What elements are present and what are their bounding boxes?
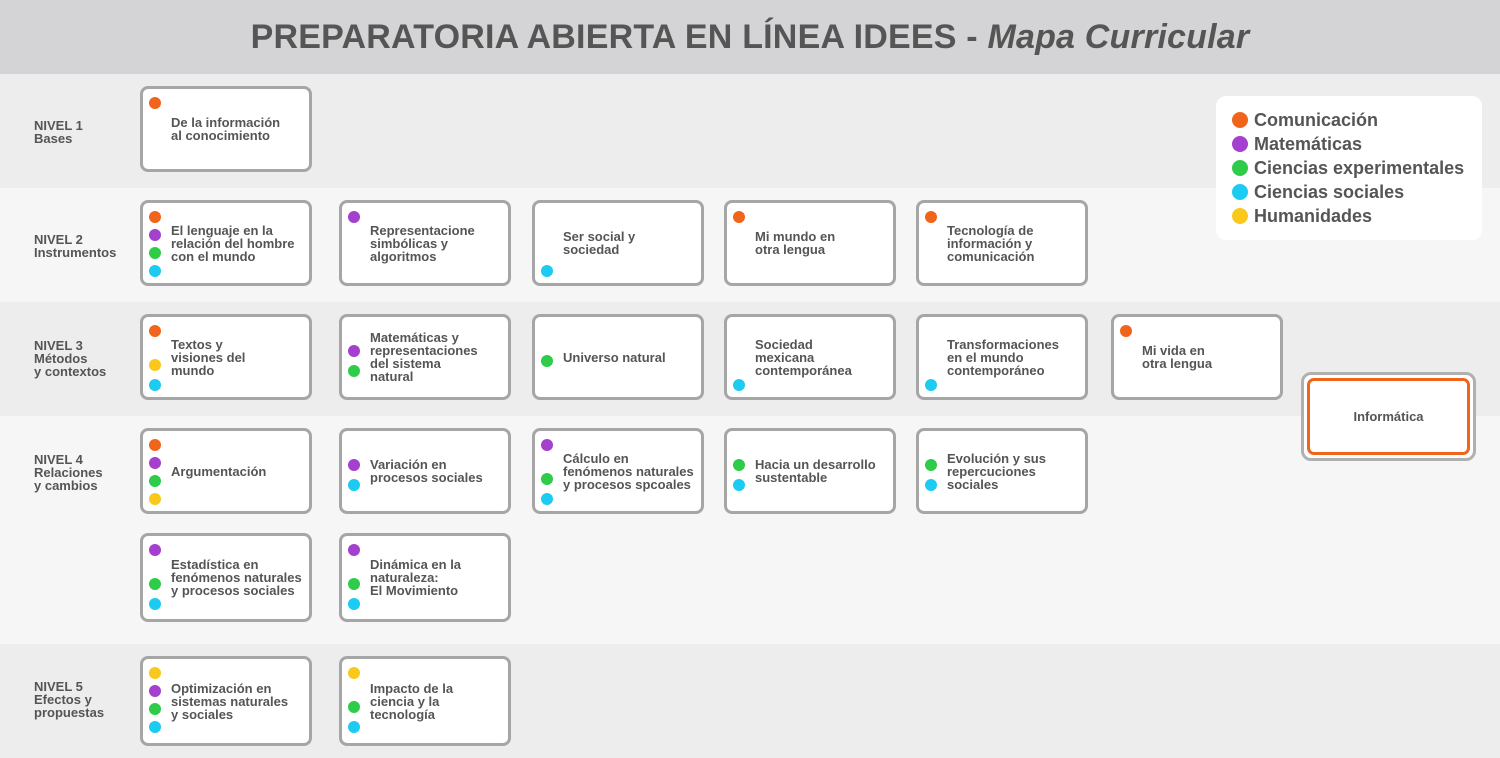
category-dot <box>149 325 161 337</box>
course-label: Textos y visiones del mundo <box>171 336 246 378</box>
category-dot <box>925 459 937 471</box>
legend-label: Humanidades <box>1254 205 1373 226</box>
course-card <box>532 314 704 400</box>
header-bar <box>0 0 1500 74</box>
category-dot <box>149 229 161 241</box>
course-label: Argumentación <box>171 463 267 479</box>
category-dot <box>541 355 553 367</box>
course-label: Impacto de la ciencia y la tecnología <box>370 680 454 722</box>
category-dot <box>149 598 161 610</box>
level-label: NIVEL 2 Instrumentos <box>34 232 117 260</box>
course-card <box>140 314 312 400</box>
level-label: NIVEL 3 Métodos y contextos <box>34 338 107 379</box>
course-card <box>339 533 511 622</box>
course-label: Matemáticas y representaciones del sistema natural <box>370 330 478 384</box>
legend-item <box>1232 180 1404 204</box>
category-dot <box>149 265 161 277</box>
title-main: PREPARATORIA ABIERTA EN LÍNEA IDEES <box>250 17 957 56</box>
course-card <box>140 428 312 514</box>
course-label: De la información al conocimiento <box>171 115 281 143</box>
category-dot <box>149 247 161 259</box>
category-dot <box>348 701 360 713</box>
legend-dot <box>1232 160 1248 176</box>
course-label: Ser social y sociedad <box>563 229 636 257</box>
category-dot <box>925 379 937 391</box>
course-label: Sociedad mexicana contemporánea <box>755 336 852 378</box>
course-label: Evolución y sus repercuciones sociales <box>947 450 1046 492</box>
legend-label: Comunicación <box>1254 109 1379 130</box>
category-dot <box>149 703 161 715</box>
course-card <box>140 86 312 172</box>
category-dot <box>348 211 360 223</box>
category-dot <box>733 379 745 391</box>
level-label: NIVEL 5 Efectos y propuestas <box>34 679 105 720</box>
course-card <box>724 314 896 400</box>
course-card <box>1111 314 1283 400</box>
category-dot <box>149 544 161 556</box>
course-label: Tecnología de información y comunicación <box>947 222 1035 264</box>
category-dot <box>149 211 161 223</box>
course-label: Informática <box>1307 378 1470 455</box>
title-sub: Mapa Curricular <box>987 17 1250 56</box>
category-dot <box>348 459 360 471</box>
level-label: NIVEL 4 Relaciones y cambios <box>34 452 103 493</box>
course-card <box>339 314 511 400</box>
course-label: El lenguaje en la relación del hombre con el mundo <box>171 222 295 264</box>
category-dot <box>348 578 360 590</box>
course-card <box>339 200 511 286</box>
category-dot <box>149 439 161 451</box>
category-dot <box>1120 325 1132 337</box>
legend-dot <box>1232 184 1248 200</box>
legend-item <box>1232 108 1378 132</box>
category-dot <box>149 379 161 391</box>
course-label: Variación en procesos sociales <box>370 457 483 485</box>
category-dot <box>149 685 161 697</box>
category-dot <box>348 721 360 733</box>
legend-item <box>1232 132 1362 156</box>
legend <box>1216 96 1482 240</box>
legend-item <box>1232 204 1372 228</box>
category-dot <box>149 667 161 679</box>
course-card-informatica <box>1301 372 1476 461</box>
category-dot <box>149 359 161 371</box>
level-label: NIVEL 1 Bases <box>34 118 83 146</box>
category-dot <box>149 475 161 487</box>
category-dot <box>149 97 161 109</box>
page-title <box>251 18 1250 57</box>
title-separator: - <box>956 17 988 56</box>
category-dot <box>733 211 745 223</box>
legend-label: Ciencias experimentales <box>1254 157 1465 178</box>
course-card <box>532 200 704 286</box>
course-label: Estadística en fenómenos naturales y procesos sociales <box>171 557 302 598</box>
legend-dot <box>1232 208 1248 224</box>
category-dot <box>348 345 360 357</box>
course-card <box>140 656 312 746</box>
course-label: Transformaciones en el mundo contemporáneo <box>947 336 1059 378</box>
category-dot <box>348 544 360 556</box>
category-dot <box>348 667 360 679</box>
course-card <box>339 656 511 746</box>
legend-label: Matemáticas <box>1254 133 1363 154</box>
course-card <box>140 533 312 622</box>
category-dot <box>541 439 553 451</box>
course-card <box>724 200 896 286</box>
legend-item <box>1232 156 1464 180</box>
course-label: Hacia un desarrollo sustentable <box>755 457 876 485</box>
course-card <box>532 428 704 514</box>
course-label: Optimización en sistemas naturales y sociales <box>171 680 289 722</box>
course-card <box>140 200 312 286</box>
legend-label: Ciencias sociales <box>1254 181 1405 202</box>
course-card <box>339 428 511 514</box>
course-card <box>916 314 1088 400</box>
category-dot <box>149 721 161 733</box>
legend-dot <box>1232 136 1248 152</box>
course-card <box>916 200 1088 286</box>
category-dot <box>733 459 745 471</box>
course-label: Cálculo en fenómenos naturales y procesos spcoales <box>563 450 694 492</box>
legend-dot <box>1232 112 1248 128</box>
category-dot <box>541 473 553 485</box>
course-label: Dinámica en la naturaleza: El Movimiento <box>370 557 462 598</box>
course-label: Representacione simbólicas y algoritmos <box>370 222 475 264</box>
category-dot <box>149 457 161 469</box>
course-label: Mi vida en otra lengua <box>1142 343 1213 371</box>
course-card <box>724 428 896 514</box>
category-dot <box>348 365 360 377</box>
category-dot <box>541 493 553 505</box>
course-label: Universo natural <box>563 349 666 365</box>
category-dot <box>541 265 553 277</box>
category-dot <box>348 598 360 610</box>
category-dot <box>149 578 161 590</box>
category-dot <box>149 493 161 505</box>
category-dot <box>733 479 745 491</box>
category-dot <box>348 479 360 491</box>
category-dot <box>925 211 937 223</box>
category-dot <box>925 479 937 491</box>
course-card <box>916 428 1088 514</box>
course-label: Mi mundo en otra lengua <box>755 229 836 257</box>
